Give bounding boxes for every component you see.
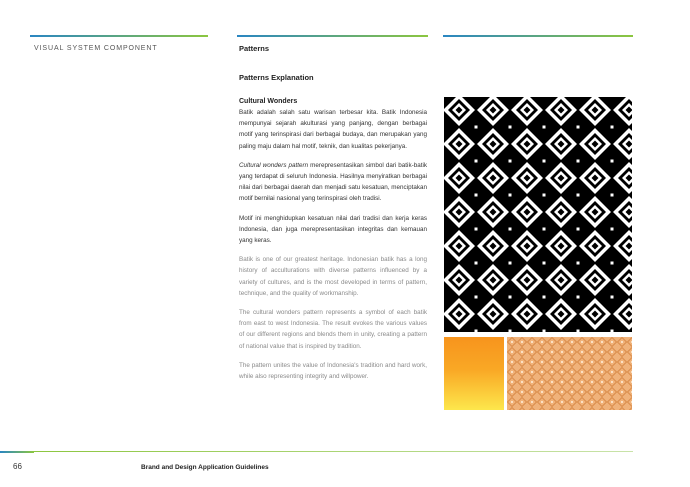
header-rule-middle — [237, 35, 428, 37]
section-subtitle: Patterns Explanation — [239, 73, 314, 82]
paragraph-en-1: Batik is one of our greatest heritage. Indonesian batik has a long history of acculturations with diverse patterns influenced by a variety of cultures, and is the most developed in terms of pattern, technique, and the quality of workmanship. — [239, 256, 427, 297]
cultural-wonders-pattern-image — [444, 97, 632, 332]
page-title: Patterns — [239, 44, 270, 53]
gradient-swatch — [444, 337, 504, 410]
paragraph-heading: Cultural Wonders — [239, 98, 298, 105]
body-text-column — [239, 97, 427, 390]
paragraph-id-3: Motif ini menghidupkan kesatuan nilai dari tradisi dan kerja keras Indonesia, dan juga merepresentasikan integritas dan kemauan yang keras. — [239, 214, 427, 245]
header-rule-right — [443, 35, 633, 37]
paragraph-en-3: The pattern unites the value of Indonesia's tradition and hard work, while also representing integrity and willpower. — [239, 361, 427, 381]
paragraph-id-2-text: merepresentasikan simbol dari batik-batik yang terdapat di seluruh Indonesia. Hasilnya menyiratkan berbagai nilai dari berbagai daerah dan menjadi satu kesatuan, menciptakan motif bernilai nasional yang terinspirasi oleh tradisi. — [239, 161, 428, 203]
batik-pattern-swatch — [507, 337, 632, 410]
paragraph-id-1: Batik adalah salah satu warisan terbesar kita. Batik Indonesia mempunyai sejarah akulturasi yang panjang, dengan berbagai motif yang terinspirasi dari berbagai budaya, dan merupakan yang paling maju dalam hal motif, teknik, dan kualitas pekerjanya. — [239, 109, 427, 150]
paragraph-id-2 — [239, 160, 427, 205]
footer-title: Brand and Design Application Guidelines — [141, 464, 269, 471]
paragraph-en-2: The cultural wonders pattern represents a symbol of each batik from east to west Indonesia. The result evokes the various values of our different regions and blends them in unity, creating a pattern of national value that is inspired by tradition. — [239, 309, 427, 350]
footer-rule — [34, 451, 633, 452]
italic-lead: Cultural wonders pattern — [239, 161, 309, 169]
page-number: 66 — [13, 462, 22, 471]
footer-rule-accent — [0, 451, 34, 453]
section-label: VISUAL SYSTEM COMPONENT — [34, 45, 158, 52]
header-rule-left — [30, 35, 208, 37]
